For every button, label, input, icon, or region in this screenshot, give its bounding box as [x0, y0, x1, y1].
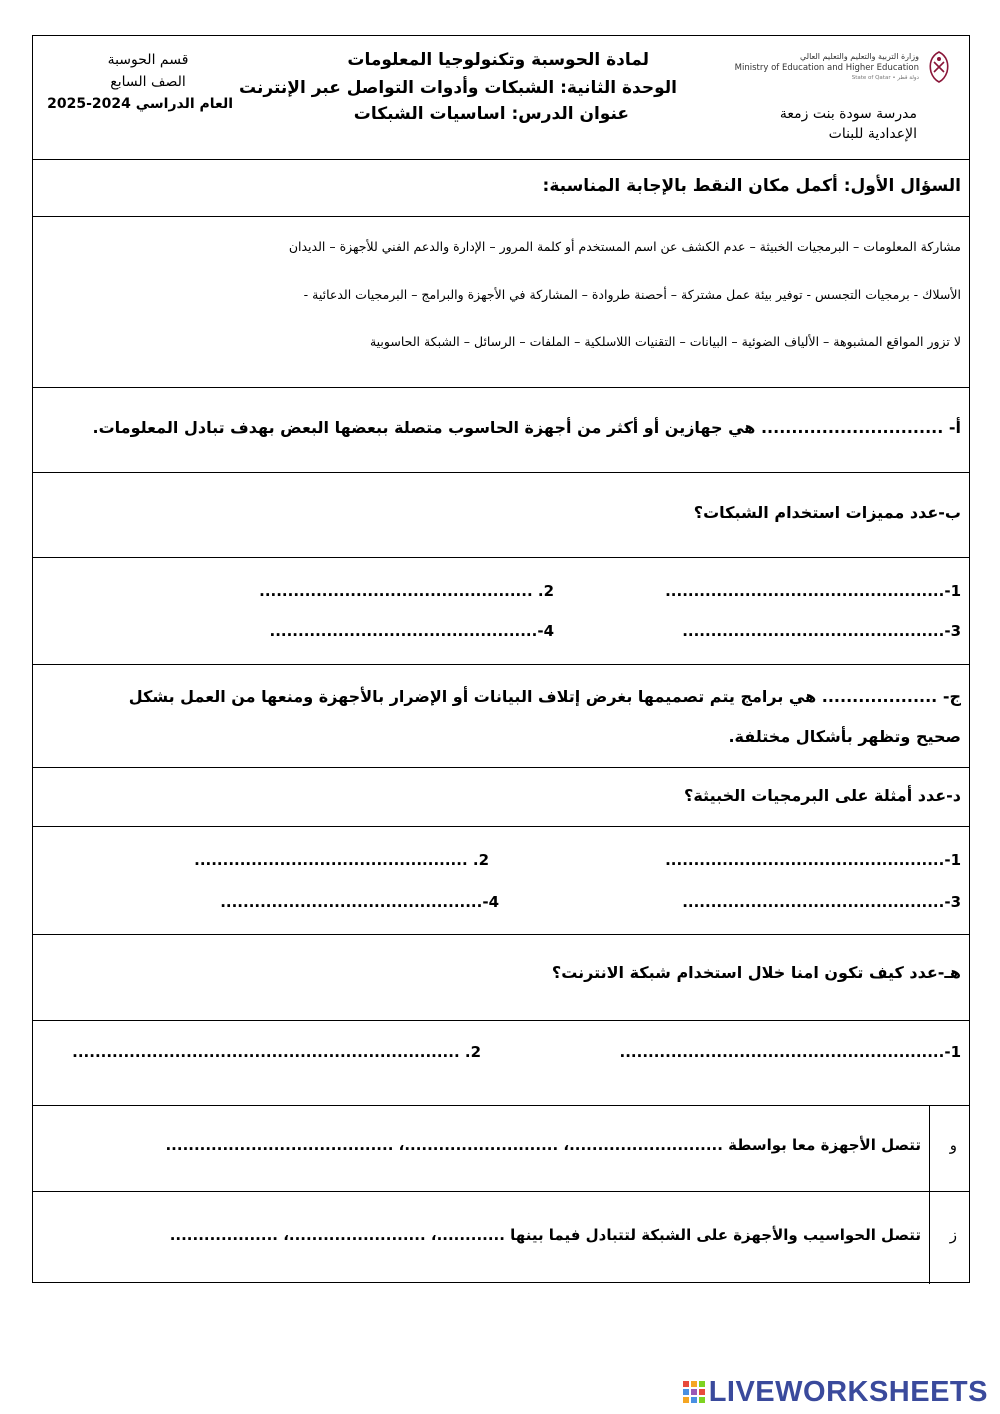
item-f-text[interactable]: تتصل الأجهزة معا بواسطة ...........................، ...........................، ........................................ [165, 1136, 921, 1154]
ministry-logo [734, 50, 953, 90]
state-label: State of Qatar • دولة قطر [851, 75, 919, 81]
answer-blank[interactable]: 1-................................................. [665, 851, 961, 869]
answer-blank[interactable]: 4-.............................................. [220, 893, 499, 911]
item-g-row [33, 1192, 969, 1284]
item-g-label: ز [949, 1226, 957, 1244]
school-name: مدرسة سودة بنت زمعة [779, 106, 917, 122]
word-bank-line: مشاركة المعلومات – البرمجيات الخبيثة – عدم الكشف عن اسم المستخدم أو كلمة المرور – الإدارة والدعم الفني للأجهزة – الديدان [288, 239, 961, 254]
answer-blank[interactable]: 2. ................................................ [194, 851, 489, 869]
school-level: الإعدادية للبنات [828, 126, 917, 142]
question-title-row [33, 160, 969, 217]
item-d-question: د-عدد أمثلة على البرمجيات الخبيثة؟ [684, 786, 961, 805]
item-e-answers-row [33, 1021, 969, 1106]
item-b-question: ب-عدد مميزات استخدام الشبكات؟ [693, 503, 961, 522]
item-c-blank[interactable]: ................... [821, 687, 938, 706]
item-c-prefix: ج- [942, 687, 961, 706]
question-1-title: السؤال الأول: أكمل مكان النقط بالإجابة المناسبة: [542, 176, 961, 196]
item-e-question-row [33, 935, 969, 1021]
item-c-text: هي برامج يتم تصميمها بغرض إتلاف البيانات أو الإضرار بالأجهزة ومنعها من العمل بشكل [128, 687, 817, 706]
item-c-sentence [129, 687, 961, 706]
liveworksheets-brand: LIVEWORKSHEETS [708, 1375, 988, 1408]
grade-label: الصف السابع [110, 74, 186, 90]
school-year: العام الدراسي 2024-2025 [47, 96, 233, 112]
item-g-label-cell [929, 1192, 969, 1284]
ministry-name-english: Ministry of Education and Higher Education [734, 63, 919, 73]
worksheet [32, 35, 970, 1283]
item-e-question: هـ-عدد كيف تكون امنا خلال استخدام شبكة الانترنت؟ [551, 963, 961, 982]
item-a-row [33, 388, 969, 473]
answer-blank[interactable]: 1-......................................................... [619, 1043, 961, 1061]
lesson-title: عنوان الدرس: اساسيات الشبكات [353, 104, 629, 124]
answer-blank[interactable]: 1-................................................. [665, 582, 961, 600]
item-c-row [33, 665, 969, 768]
item-d-answers-row [33, 827, 969, 935]
item-d-question-row [33, 768, 969, 827]
answer-blank[interactable]: 2. ................................................ [259, 582, 554, 600]
answer-blank[interactable]: 4-............................................... [269, 622, 554, 640]
item-a-blank[interactable]: .............................. [760, 418, 944, 437]
item-g-text[interactable]: تتصل الحواسيب والأجهزة على الشبكة لتتبادل فيما بينها ............، ........................، ................... [169, 1226, 921, 1244]
subject-title: لمادة الحوسبة وتكنولوجيا المعلومات [347, 50, 649, 70]
answer-blank[interactable]: 3-.............................................. [682, 893, 961, 911]
department-label: قسم الحوسبة [107, 52, 189, 68]
answer-blank[interactable]: 3-.............................................. [682, 622, 961, 640]
liveworksheets-icon [683, 1381, 705, 1403]
ministry-name-arabic: وزارة التربية والتعليم والتعليم العالي [799, 52, 919, 61]
word-bank-line: الأسلاك - برمجيات التجسس - توفير بيئة عمل مشتركة – أحصنة طروادة – المشاركة في الأجهزة والبرامج – البرمجيات الدعائية - [303, 287, 961, 302]
item-f-label: و [949, 1136, 957, 1154]
item-c-text-line-2: صحيح وتظهر بأشكال مختلفة. [728, 727, 961, 746]
item-a-text: هي جهازين أو أكثر من أجهزة الحاسوب متصلة ببعضها البعض بهدف تبادل المعلومات. [92, 418, 756, 437]
unit-title: الوحدة الثانية: الشبكات وأدوات التواصل عبر الإنترنت [239, 78, 677, 98]
word-bank-line: لا تزور المواقع المشبوهة – الألياف الضوئية – البيانات – التقنيات اللاسلكية – الملفات – الرسائل – الشبكة الحاسوبية [369, 334, 961, 349]
item-f-row [33, 1106, 969, 1192]
item-f-label-cell [929, 1106, 969, 1191]
item-b-answers-row [33, 558, 969, 665]
header [33, 36, 969, 160]
answer-blank[interactable]: 2. .................................................................... [72, 1043, 481, 1061]
liveworksheets-logo[interactable] [683, 1375, 988, 1408]
item-b-question-row [33, 473, 969, 558]
item-a-sentence [93, 418, 961, 437]
word-bank [33, 217, 969, 388]
item-a-prefix: أ- [948, 418, 961, 437]
qatar-emblem-icon [925, 50, 953, 84]
